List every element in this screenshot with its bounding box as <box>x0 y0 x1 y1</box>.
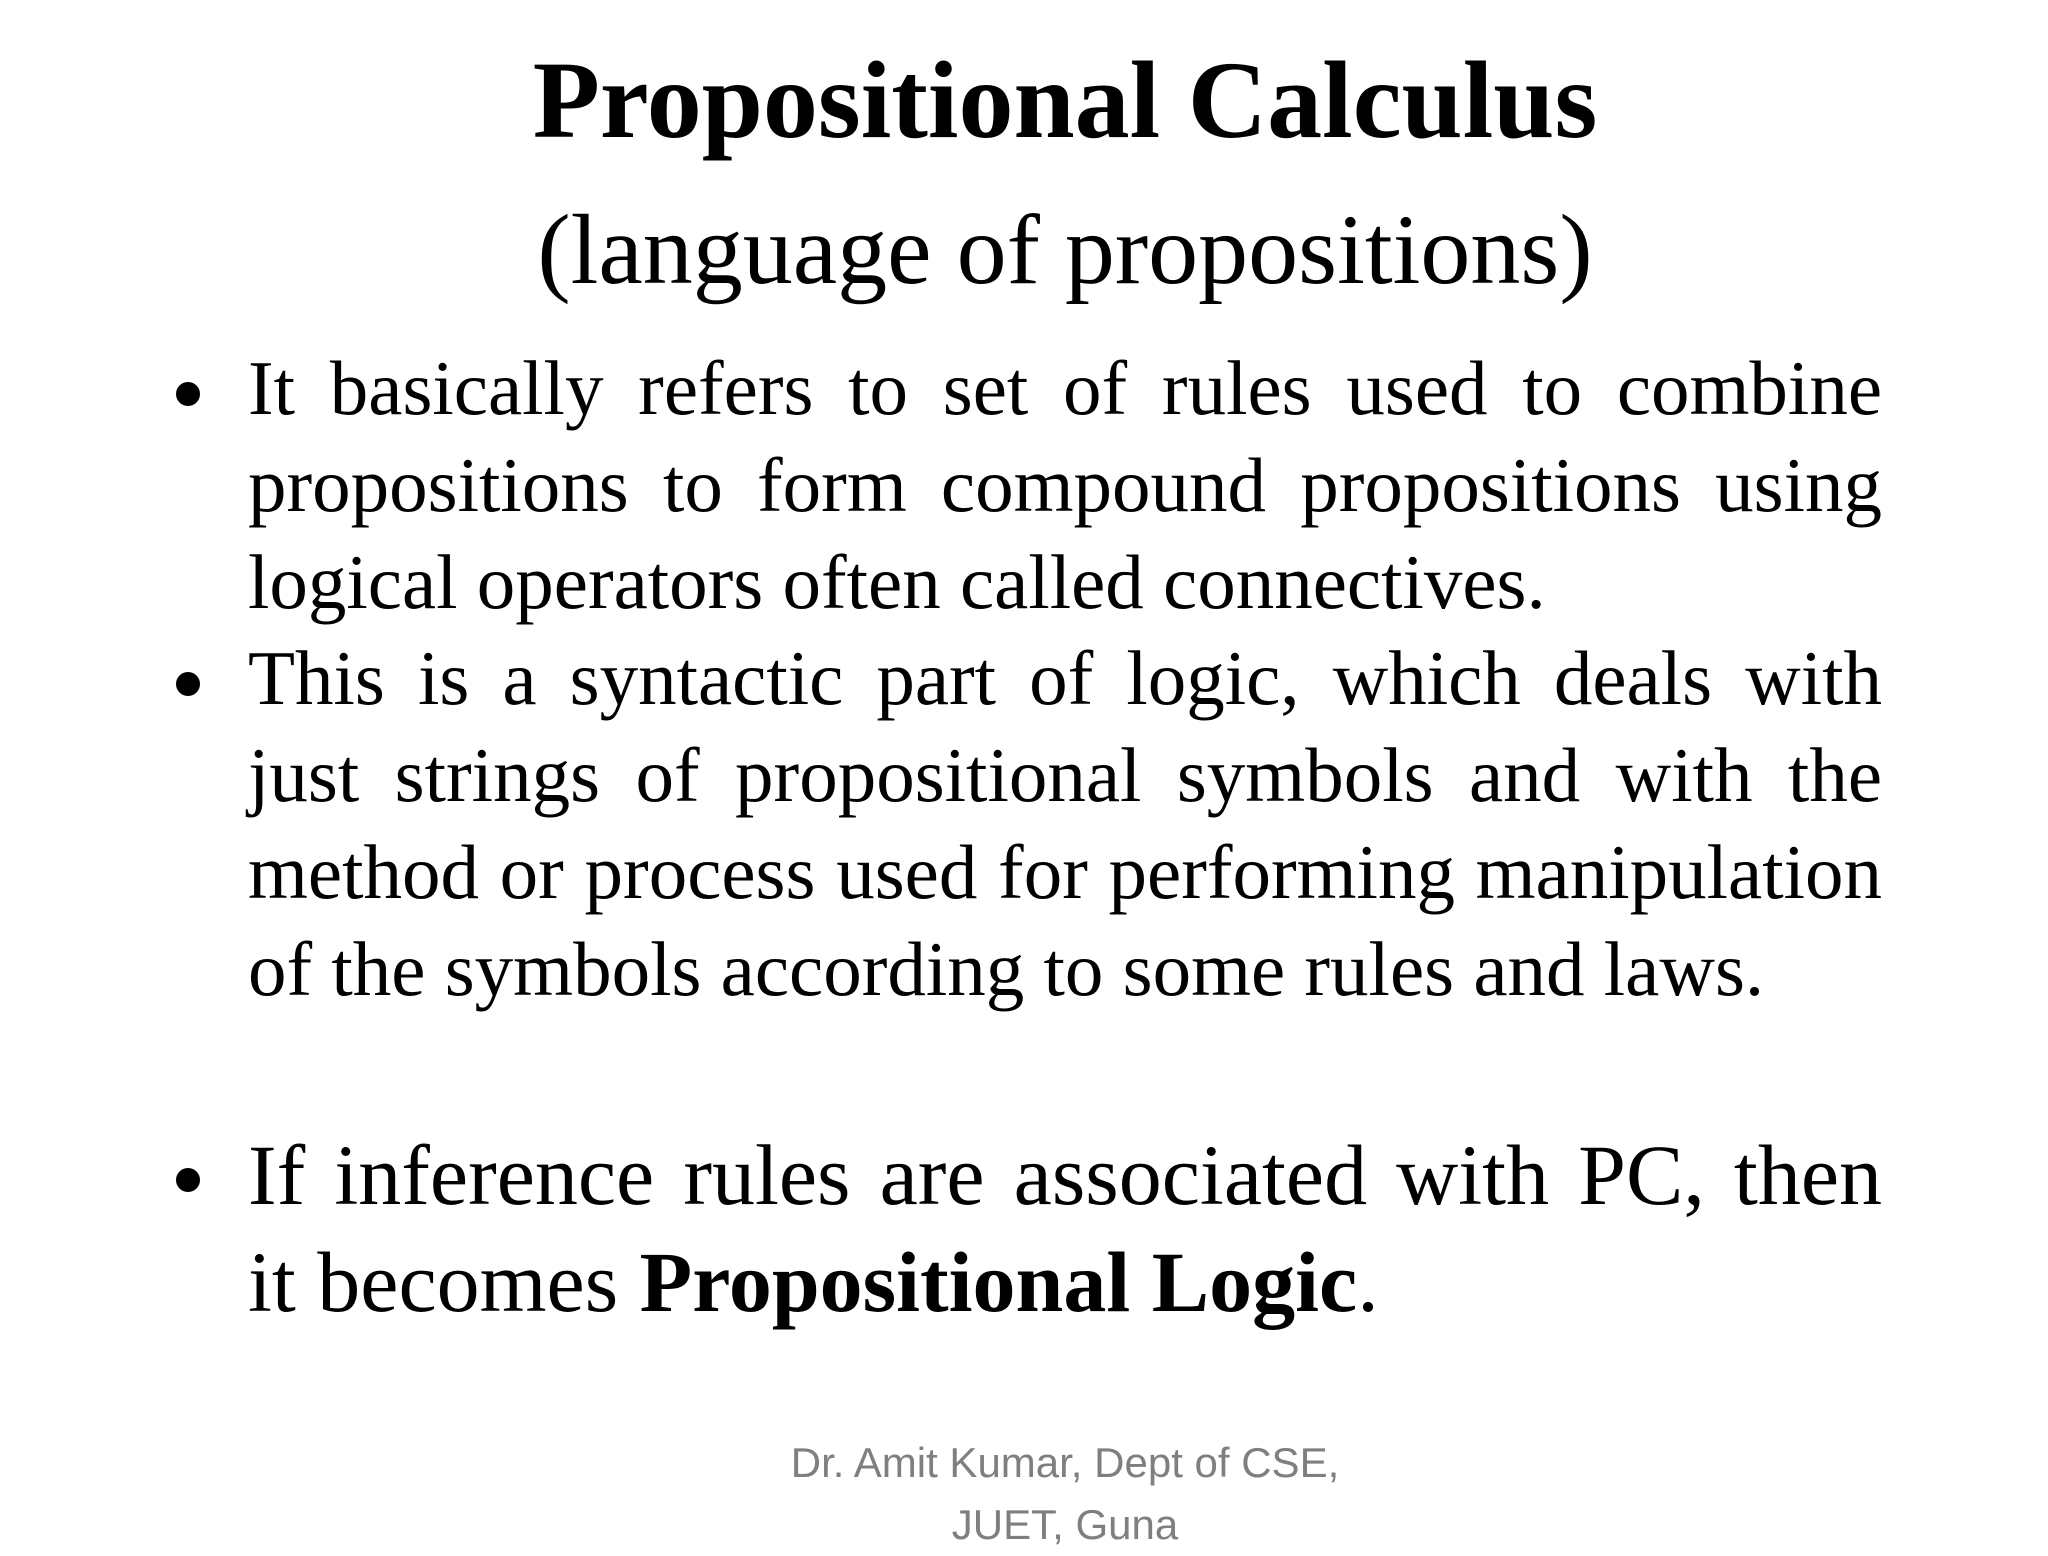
bullet-item <box>248 1122 1882 1336</box>
bullet-item <box>248 340 1882 631</box>
bullet-dot-icon <box>176 672 200 696</box>
bullet-text <box>248 1122 1882 1336</box>
footer-institution: JUET, Guna <box>951 1501 1179 1548</box>
bullet-emphasis: Propositional Logic <box>639 1234 1358 1330</box>
slide-title: Propositional Calculus <box>532 39 1598 161</box>
bullet-text-lead: If inference rules are associated with PC, then it becomes <box>248 1127 1882 1330</box>
footer-author: Dr. Amit Kumar, Dept of CSE, <box>790 1439 1340 1486</box>
bullet-dot-icon <box>176 382 200 406</box>
bullet-text: It basically refers to set of rules used to combine propositions to form compound propositions using logical operators often called connectives. <box>248 345 1882 625</box>
bullet-item <box>248 630 1882 1018</box>
bullet-text-tail: . <box>1357 1234 1379 1330</box>
slide-footer <box>0 1432 2048 1556</box>
bullet-dot-icon <box>176 1168 200 1192</box>
slide-subtitle: (language of propositions) <box>537 194 1593 305</box>
bullet-text: This is a syntactic part of logic, which deals with just strings of propositional symbols and with the method or process used for performing manipulation of the symbols according to some rules and laws. <box>248 635 1882 1012</box>
